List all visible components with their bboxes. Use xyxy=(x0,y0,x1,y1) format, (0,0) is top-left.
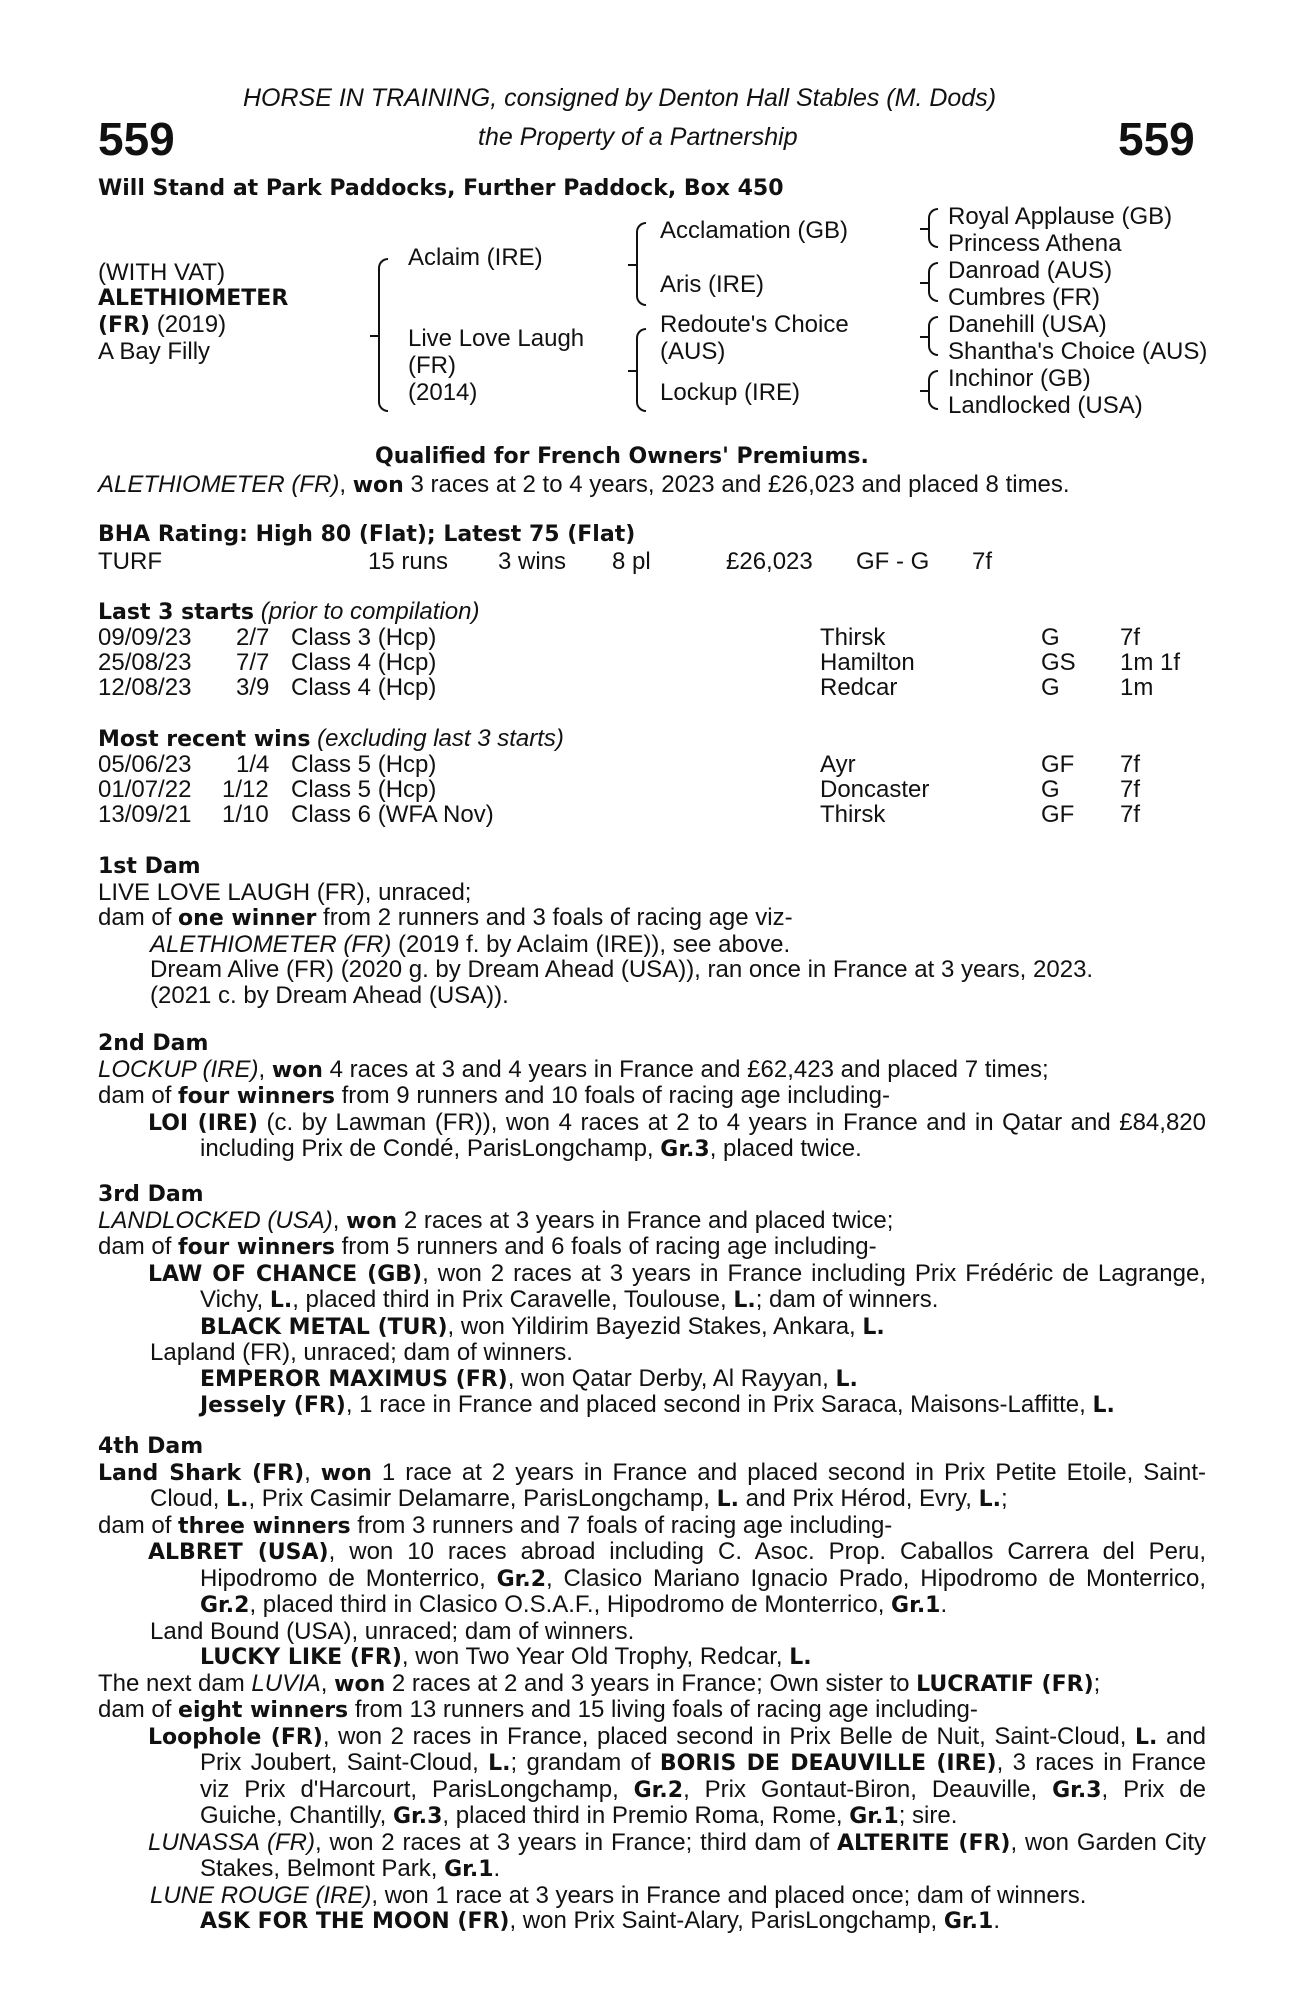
descendant-name: ALTERITE (FR) xyxy=(836,1830,1011,1856)
bha-going: GF - G xyxy=(856,548,930,575)
pedigree-dam-l3: (2014) xyxy=(408,379,478,406)
horse-name: ALETHIOMETER xyxy=(98,286,289,311)
text: 1 race at 2 years in France and placed second in Prix Petite Etoile, Saint-Cloud, xyxy=(150,1458,1206,1512)
winners-count: four winners xyxy=(178,1084,335,1109)
text: , Prix de Guiche, Chantilly, xyxy=(200,1775,1207,1829)
lot-number-left: 559 xyxy=(98,113,175,165)
row-race: Class 6 (WFA Nov) xyxy=(291,801,494,828)
produce-item xyxy=(98,1644,1206,1671)
pedigree-g2: Princess Athena xyxy=(948,230,1122,257)
winners-count: one winner xyxy=(178,906,317,931)
fourth-dam-title: 4th Dam xyxy=(98,1434,204,1459)
row-position: 7/7 xyxy=(236,649,270,676)
summary-horse: ALETHIOMETER (FR) xyxy=(98,471,340,498)
bha-wins: 3 wins xyxy=(498,548,567,575)
text: ; sire. xyxy=(898,1802,958,1829)
bha-rating: BHA Rating: High 80 (Flat); Latest 75 (Flat) xyxy=(98,522,636,547)
text: , won 10 races abroad including C. Asoc. Prop. Caballos Carrera del Peru, Hipodromo de Monterrico, xyxy=(200,1538,1207,1592)
text: , 1 race in France and placed second in Prix Saraca, Maisons-Laffitte, xyxy=(345,1391,1093,1418)
row-distance: 7f xyxy=(1120,801,1141,828)
produce-name: ALBRET (USA) xyxy=(148,1540,329,1565)
text: , won Yildirim Bayezid Stakes, Ankara, xyxy=(447,1312,863,1340)
third-dam-section xyxy=(98,1181,1206,1419)
dam-name: LUVIA xyxy=(251,1669,321,1697)
table-row xyxy=(98,752,1198,777)
pedigree-g4: Cumbres (FR) xyxy=(948,284,1101,311)
pedigree-g5: Danehill (USA) xyxy=(948,311,1107,338)
produce-name: LUNASSA (FR) xyxy=(148,1828,315,1856)
text: from 2 runners and 3 foals of racing age viz- xyxy=(316,904,793,931)
text: and Prix Hérod, Evry, xyxy=(738,1485,979,1512)
grade: Gr.3 xyxy=(392,1804,443,1829)
text: , won Prix Saint-Alary, ParisLongchamp, xyxy=(509,1907,944,1934)
grade: L. xyxy=(1135,1724,1158,1750)
dam-name: LANDLOCKED (USA) xyxy=(98,1206,333,1234)
qualified-note: Qualified for French Owners' Premiums. xyxy=(375,444,869,469)
grade: L. xyxy=(835,1366,858,1392)
pedigree-dam-l2: (FR) xyxy=(408,352,456,379)
grade: Gr.1 xyxy=(891,1593,941,1618)
grade: Gr.2 xyxy=(633,1777,684,1803)
text: , won 2 races at 3 years in France; third dam of xyxy=(314,1828,837,1856)
recent-title: Most recent wins xyxy=(98,727,311,752)
brace-g2 xyxy=(928,262,938,302)
text: , xyxy=(258,1055,272,1083)
table-row xyxy=(98,802,1198,827)
grade: Gr.1 xyxy=(943,1909,994,1934)
text: , xyxy=(304,1458,321,1486)
text: 4 races at 3 and 4 years in France and £62,423 and placed 7 times; xyxy=(322,1055,1049,1083)
row-position: 2/7 xyxy=(236,624,270,651)
text: from 13 runners and 15 living foals of racing age including- xyxy=(348,1696,978,1723)
dam-name: Land Shark (FR) xyxy=(98,1460,305,1486)
recent-heading xyxy=(98,726,564,753)
text: , won 2 races at 3 years in France including Prix Frédéric de Lagrange, Vichy, xyxy=(200,1259,1207,1313)
row-going: G xyxy=(1041,674,1060,701)
row-course: Doncaster xyxy=(820,776,930,803)
summary-won: won xyxy=(352,473,404,498)
text: , Clasico Mariano Ignacio Prado, Hipodromo de Monterrico, xyxy=(546,1564,1206,1592)
last3-title: Last 3 starts xyxy=(98,600,255,625)
summary-rest: 3 races at 2 to 4 years, 2023 and £26,023 and placed 8 times. xyxy=(403,471,1070,498)
text: ; xyxy=(1001,1485,1008,1512)
row-race: Class 5 (Hcp) xyxy=(291,776,437,803)
grade: Gr.1 xyxy=(444,1857,494,1882)
pedigree-dam-sire-l1: Redoute's Choice xyxy=(660,311,849,338)
row-race: Class 4 (Hcp) xyxy=(291,649,437,676)
pedigree-g3: Danroad (AUS) xyxy=(948,257,1113,284)
produce-item xyxy=(98,1110,1206,1163)
row-position: 3/9 xyxy=(236,674,270,701)
text: 2 races at 2 and 3 years in France; Own sister to xyxy=(385,1669,917,1697)
bha-placed: 8 pl xyxy=(612,548,651,575)
text: , 3 races in France viz Prix d'Harcourt, ParisLongchamp, xyxy=(200,1749,1207,1803)
third-dam-line xyxy=(98,1208,1206,1235)
text: , xyxy=(332,1206,347,1234)
row-distance: 7f xyxy=(1120,751,1141,778)
text: . xyxy=(493,1855,501,1882)
brace-sire-dam xyxy=(378,258,388,412)
text: and Prix Joubert, Saint-Cloud, xyxy=(200,1722,1206,1776)
text: dam of xyxy=(98,1696,179,1723)
produce-name: Loophole (FR) xyxy=(148,1724,323,1750)
text: from 5 runners and 6 foals of racing age including- xyxy=(334,1233,877,1260)
produce-item: Lapland (FR), unraced; dam of winners. xyxy=(150,1339,573,1366)
row-position: 1/12 xyxy=(222,776,269,803)
table-row xyxy=(98,777,1198,802)
row-date: 01/07/22 xyxy=(98,776,192,803)
text: The next dam xyxy=(98,1669,252,1697)
text: (c. by Lawman (FR)), won 4 races at 2 to 4 years in France and in Qatar and £84,820 including Prix de Condé, ParisLongchamp, xyxy=(200,1108,1206,1162)
produce-name: BLACK METAL (TUR) xyxy=(200,1314,448,1340)
second-dam-produce xyxy=(98,1083,1206,1110)
brace-dam-line xyxy=(636,328,646,412)
text: , xyxy=(320,1669,335,1697)
grade: L. xyxy=(716,1487,739,1512)
produce-item xyxy=(98,1261,1206,1314)
race-summary: ALETHIOMETER (FR), won 3 races at 2 to 4 years, 2023 and £26,023 and placed 8 times. xyxy=(98,471,1070,498)
row-course: Hamilton xyxy=(820,649,915,676)
produce-name: Jessely (FR) xyxy=(200,1393,346,1418)
third-dam-produce xyxy=(98,1234,1206,1261)
text: , Prix Casimir Delamarre, ParisLongchamp, xyxy=(248,1485,717,1512)
winners-count: four winners xyxy=(178,1235,335,1260)
row-going: GF xyxy=(1041,751,1075,778)
pedigree-sire-dam: Aris (IRE) xyxy=(660,271,764,298)
row-course: Thirsk xyxy=(820,801,886,828)
bha-distance: 7f xyxy=(972,548,993,575)
pedigree-dam-l1: Live Love Laugh xyxy=(408,325,585,352)
text: , won 1 race at 3 years in France and placed once; dam of winners. xyxy=(371,1881,1087,1909)
row-course: Redcar xyxy=(820,674,898,701)
bha-surface: TURF xyxy=(98,548,162,575)
grade: L. xyxy=(488,1751,511,1776)
pedigree-sire-sire: Acclamation (GB) xyxy=(660,217,849,244)
row-going: GF xyxy=(1041,801,1075,828)
row-going: G xyxy=(1041,776,1060,803)
pedigree-sire: Aclaim (IRE) xyxy=(408,244,543,271)
first-dam-title: 1st Dam xyxy=(98,854,201,879)
produce-item: Dream Alive (FR) (2020 g. by Dream Ahead (USA)), ran once in France at 3 years, 2023. xyxy=(150,956,1094,983)
last3-heading xyxy=(98,599,479,626)
row-race: Class 3 (Hcp) xyxy=(291,624,437,651)
first-dam-line: LIVE LOVE LAUGH (FR), unraced; xyxy=(98,878,472,906)
grade: Gr.2 xyxy=(496,1566,546,1592)
table-row xyxy=(98,650,1198,675)
next-dam-produce xyxy=(98,1697,1206,1724)
text: ; grandam of xyxy=(510,1749,660,1776)
row-course: Ayr xyxy=(820,751,856,778)
text: , placed third in Prix Caravelle, Toulouse, xyxy=(292,1286,734,1313)
grade: L. xyxy=(862,1314,885,1340)
text: (2019 f. by Aclaim (IRE)), see above. xyxy=(391,930,791,958)
bha-prize: £26,023 xyxy=(726,548,813,575)
horse-description: A Bay Filly xyxy=(98,338,211,365)
produce-item xyxy=(98,1908,1206,1935)
produce-name: LOI (IRE) xyxy=(148,1110,258,1136)
row-going: G xyxy=(1041,624,1060,651)
sister-name: LUCRATIF (FR) xyxy=(916,1671,1094,1697)
text: dam of xyxy=(98,904,179,931)
horse-origin-year xyxy=(98,312,226,339)
produce-item xyxy=(98,1539,1206,1619)
text: . xyxy=(940,1591,948,1618)
text: ; xyxy=(1093,1669,1101,1697)
produce-item xyxy=(98,1830,1206,1883)
row-position: 1/4 xyxy=(236,751,270,778)
produce-name: LUNE ROUGE (IRE) xyxy=(150,1881,372,1909)
grade: L. xyxy=(789,1645,812,1670)
pedigree-dam-dam: Lockup (IRE) xyxy=(660,379,801,406)
produce-item: (2021 c. by Dream Ahead (USA)). xyxy=(150,981,509,1009)
text: , won Two Year Old Trophy, Redcar, xyxy=(401,1643,790,1670)
produce-name: LAW OF CHANCE (GB) xyxy=(148,1261,423,1287)
text: , Prix Gontaut-Biron, Deauville, xyxy=(683,1775,1053,1803)
fourth-dam-produce xyxy=(98,1513,1206,1540)
next-dam-line xyxy=(98,1671,1206,1698)
pedigree-g1: Royal Applause (GB) xyxy=(948,203,1173,230)
table-row xyxy=(98,675,1198,700)
text: ; dam of winners. xyxy=(755,1286,939,1313)
table-row xyxy=(98,625,1198,650)
first-dam-section xyxy=(98,853,1206,1008)
text: from 9 runners and 10 foals of racing age including- xyxy=(334,1082,890,1109)
bha-turf-row xyxy=(98,549,1198,574)
grade: L. xyxy=(1092,1393,1115,1418)
won-label: won xyxy=(271,1057,323,1083)
text: , won Qatar Derby, Al Rayyan, xyxy=(507,1364,836,1392)
row-course: Thirsk xyxy=(820,624,886,651)
second-dam-section xyxy=(98,1030,1206,1163)
bha-runs: 15 runs xyxy=(368,548,449,575)
winners-count: eight winners xyxy=(178,1698,349,1723)
vat-note: (WITH VAT) xyxy=(98,259,226,286)
won-label: won xyxy=(334,1671,386,1697)
row-distance: 7f xyxy=(1120,776,1141,803)
row-race: Class 4 (Hcp) xyxy=(291,674,437,701)
row-going: GS xyxy=(1041,649,1076,676)
brace-sire-line xyxy=(636,222,646,306)
grade: L. xyxy=(226,1487,249,1512)
header-consignor: HORSE IN TRAINING, consigned by Denton Hall Stables (M. Dods) xyxy=(243,84,997,112)
text: 2 races at 3 years in France and placed twice; xyxy=(397,1206,894,1234)
row-race: Class 5 (Hcp) xyxy=(291,751,437,778)
last3-note: (prior to compilation) xyxy=(254,598,480,625)
produce-name: ASK FOR THE MOON (FR) xyxy=(200,1909,510,1934)
produce-item xyxy=(98,1392,1206,1419)
grade: Gr.2 xyxy=(200,1593,250,1618)
grade: Gr.3 xyxy=(1052,1777,1102,1803)
horse-year: (2019) xyxy=(150,311,227,338)
text: dam of xyxy=(98,1082,179,1109)
third-dam-title: 3rd Dam xyxy=(98,1182,204,1207)
produce-item xyxy=(98,1724,1206,1830)
row-distance: 1m 1f xyxy=(1120,649,1181,676)
brace-g3 xyxy=(928,316,938,356)
grade: L. xyxy=(978,1487,1001,1512)
pedigree-dam-sire-l2: (AUS) xyxy=(660,338,726,365)
grade: L. xyxy=(269,1288,293,1313)
produce-name: EMPEROR MAXIMUS (FR) xyxy=(200,1366,508,1392)
stand-location: Will Stand at Park Paddocks, Further Paddock, Box 450 xyxy=(98,176,784,201)
fourth-dam-section xyxy=(98,1433,1206,1935)
row-date: 25/08/23 xyxy=(98,649,192,676)
produce-item: Land Bound (USA), unraced; dam of winners. xyxy=(150,1617,635,1645)
text: , placed third in Premio Roma, Rome, xyxy=(442,1802,850,1829)
row-date: 13/09/21 xyxy=(98,801,192,828)
grandson-name: BORIS DE DEAUVILLE (IRE) xyxy=(659,1751,997,1776)
header-property: the Property of a Partnership xyxy=(478,123,798,151)
grade: Gr.1 xyxy=(849,1804,899,1829)
produce-item xyxy=(98,1883,1206,1909)
text: , won Garden City Stakes, Belmont Park, xyxy=(200,1828,1207,1882)
pedigree-g6: Shantha's Choice (AUS) xyxy=(948,338,1208,365)
text: from 3 runners and 7 foals of racing age including- xyxy=(350,1511,893,1539)
row-date: 12/08/23 xyxy=(98,674,192,701)
row-distance: 1m xyxy=(1120,674,1154,701)
text: . xyxy=(993,1907,1000,1934)
won-label: won xyxy=(320,1460,372,1486)
row-distance: 7f xyxy=(1120,624,1141,651)
brace-g1 xyxy=(928,208,938,248)
text: , placed third in Clasico O.S.A.F., Hipodromo de Monterrico, xyxy=(249,1591,892,1618)
row-date: 05/06/23 xyxy=(98,751,192,778)
lot-number-right: 559 xyxy=(1118,113,1195,165)
text: dam of xyxy=(98,1511,179,1539)
produce-item xyxy=(98,932,1206,958)
recent-note: (excluding last 3 starts) xyxy=(310,725,564,752)
second-dam-title: 2nd Dam xyxy=(98,1031,209,1056)
brace-g4 xyxy=(928,370,938,410)
fourth-dam-line xyxy=(98,1460,1206,1513)
pedigree-g7: Inchinor (GB) xyxy=(948,365,1091,392)
dam-name: LOCKUP (IRE) xyxy=(98,1055,259,1083)
produce-name: ALETHIOMETER (FR) xyxy=(150,930,392,958)
grade: L. xyxy=(733,1288,756,1313)
first-dam-produce xyxy=(98,905,1206,932)
text: , placed twice. xyxy=(709,1135,862,1162)
produce-name: LUCKY LIKE (FR) xyxy=(200,1645,402,1670)
grade: Gr.3 xyxy=(660,1137,710,1162)
horse-suffix: (FR) xyxy=(98,313,151,338)
produce-item xyxy=(98,1314,1206,1341)
winners-count: three winners xyxy=(178,1513,351,1539)
row-date: 09/09/23 xyxy=(98,624,192,651)
text: , won 2 races in France, placed second in Prix Belle de Nuit, Saint-Cloud, xyxy=(322,1722,1135,1750)
second-dam-line xyxy=(98,1057,1206,1084)
row-position: 1/10 xyxy=(222,801,269,828)
text: dam of xyxy=(98,1233,179,1260)
won-label: won xyxy=(346,1208,398,1234)
pedigree-g8: Landlocked (USA) xyxy=(948,392,1143,419)
produce-item xyxy=(98,1366,1206,1393)
